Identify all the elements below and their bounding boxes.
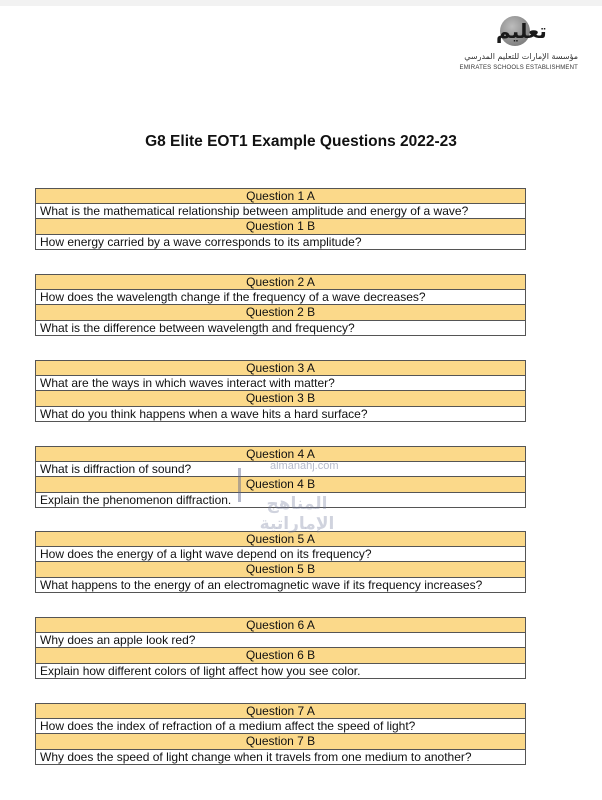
question-4a-label: Question 4 A bbox=[35, 446, 526, 462]
question-2a-text: How does the wavelength change if the frequency of a wave decreases? bbox=[35, 290, 526, 306]
page-title: G8 Elite EOT1 Example Questions 2022-23 bbox=[145, 133, 457, 150]
logo-arabic-name: مؤسسة الإمارات للتعليم المدرسي bbox=[464, 52, 578, 61]
question-5a-label: Question 5 A bbox=[35, 531, 526, 547]
question-block-2 bbox=[35, 274, 526, 336]
question-4b-text: Explain the phenomenon diffraction. bbox=[35, 493, 526, 509]
watermark-arabic: المناهج الإماراتية bbox=[259, 494, 335, 534]
question-1b-text: How energy carried by a wave corresponds to its amplitude? bbox=[35, 235, 526, 251]
question-block-1 bbox=[35, 188, 526, 250]
question-block-5 bbox=[35, 531, 526, 593]
ese-logo bbox=[452, 14, 578, 78]
watermark-url: almanahj.com bbox=[270, 460, 339, 472]
question-6b-label: Question 6 B bbox=[35, 648, 526, 664]
question-3a-label: Question 3 A bbox=[35, 360, 526, 376]
question-2a-label: Question 2 A bbox=[35, 274, 526, 290]
logo-mark: تعليم bbox=[496, 19, 547, 43]
question-block-3 bbox=[35, 360, 526, 422]
question-block-7 bbox=[35, 703, 526, 765]
question-2b-label: Question 2 B bbox=[35, 305, 526, 321]
question-6a-text: Why does an apple look red? bbox=[35, 633, 526, 649]
question-3b-label: Question 3 B bbox=[35, 391, 526, 407]
question-7b-text: Why does the speed of light change when it travels from one medium to another? bbox=[35, 750, 526, 766]
question-7b-label: Question 7 B bbox=[35, 734, 526, 750]
question-1a-text: What is the mathematical relationship between amplitude and energy of a wave? bbox=[35, 204, 526, 220]
question-5b-text: What happens to the energy of an electromagnetic wave if its frequency increases? bbox=[35, 578, 526, 594]
question-2b-text: What is the difference between wavelength and frequency? bbox=[35, 321, 526, 337]
question-1b-label: Question 1 B bbox=[35, 219, 526, 235]
top-strip bbox=[0, 0, 602, 6]
question-6a-label: Question 6 A bbox=[35, 617, 526, 633]
question-5b-label: Question 5 B bbox=[35, 562, 526, 578]
question-block-6 bbox=[35, 617, 526, 679]
question-3b-text: What do you think happens when a wave hits a hard surface? bbox=[35, 407, 526, 423]
question-1a-label: Question 1 A bbox=[35, 188, 526, 204]
question-block-4 bbox=[35, 446, 526, 508]
logo-english-name: EMIRATES SCHOOLS ESTABLISHMENT bbox=[459, 65, 578, 71]
question-7a-label: Question 7 A bbox=[35, 703, 526, 719]
question-4b-label: Question 4 B bbox=[35, 477, 526, 493]
question-4a-text: What is diffraction of sound? bbox=[35, 462, 526, 478]
question-5a-text: How does the energy of a light wave depend on its frequency? bbox=[35, 547, 526, 563]
question-6b-text: Explain how different colors of light affect how you see color. bbox=[35, 664, 526, 680]
question-3a-text: What are the ways in which waves interact with matter? bbox=[35, 376, 526, 392]
question-7a-text: How does the index of refraction of a medium affect the speed of light? bbox=[35, 719, 526, 735]
